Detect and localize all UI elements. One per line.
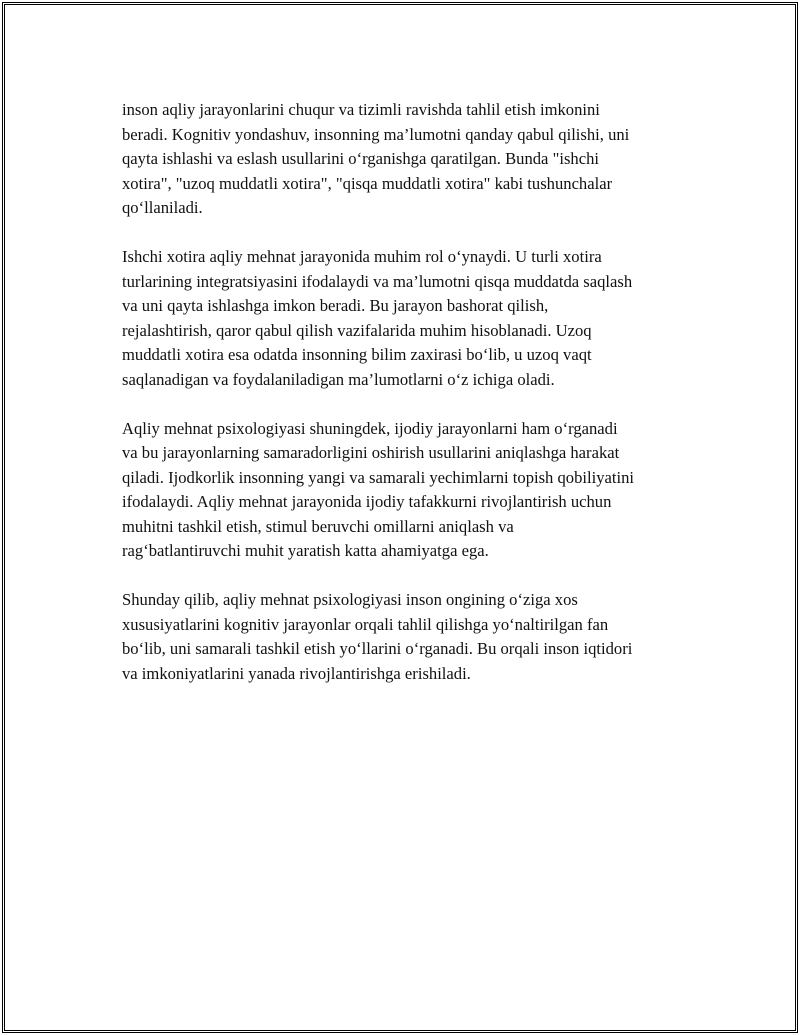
text-line: qo‘llaniladi. — [122, 198, 203, 217]
text-line: xususiyatlarini kognitiv jarayonlar orqali tahlil qilishga yo‘naltirilgan fan — [122, 614, 609, 634]
text-line: rag‘batlantiruvchi muhit yaratish katta ahamiyatga ega. — [122, 541, 489, 560]
paragraph-4 — [122, 588, 697, 686]
text-line: va bu jarayonlarning samaradorligini oshirish usullarini aniqlashga harakat — [122, 443, 620, 462]
text-line: rejalashtirish, qaror qabul qilish vazifalarida muhim hisoblanadi. Uzoq — [122, 320, 592, 340]
text-line: Ishchi xotira aqliy mehnat jarayonida muhim rol o‘ynaydi. U turli xotira — [122, 247, 602, 266]
text-line: qiladi. Ijodkorlik insonning yangi va samarali yechimlarni topish qobiliyatini — [122, 467, 635, 487]
text-line: va uni qayta ishlashga imkon beradi. Bu jarayon bashorat qilish, — [122, 296, 549, 315]
text-line: Shunday qilib, aqliy mehnat psixologiyasi inson ongining o‘ziga xos — [122, 590, 578, 609]
text-line: xotira", "uzoq muddatli xotira", "qisqa muddatli xotira" kabi tushunchalar — [122, 173, 613, 193]
text-line: qayta ishlashi va eslash usullarini o‘rganishga qaratilgan. Bunda "ishchi — [122, 149, 599, 168]
text-line: turlarining integratsiyasini ifodalaydi va ma’lumotni qisqa muddatda saqlash — [122, 271, 633, 291]
paragraph-3 — [122, 417, 697, 564]
text-line: muddatli xotira esa odatda insonning bilim zaxirasi bo‘lib, u uzoq vaqt — [122, 345, 592, 364]
text-line: va imkoniyatlarini yanada rivojlantirishga erishiladi. — [122, 663, 471, 683]
paragraph-2 — [122, 245, 697, 392]
text-line: Aqliy mehnat psixologiyasi shuningdek, ijodiy jarayonlarni ham o‘rganadi — [122, 418, 618, 438]
text-line: inson aqliy jarayonlarini chuqur va tizimli ravishda tahlil etish imkonini — [122, 100, 600, 119]
document-body — [122, 98, 697, 711]
paragraph-1 — [122, 98, 697, 221]
text-line: saqlanadigan va foydalaniladigan ma’lumotlarni o‘z ichiga oladi. — [122, 369, 555, 389]
text-line: ifodalaydi. Aqliy mehnat jarayonida ijodiy tafakkurni rivojlantirish uchun — [122, 492, 612, 511]
text-line: muhitni tashkil etish, stimul beruvchi omillarni aniqlash va — [122, 516, 514, 536]
text-line: beradi. Kognitiv yondashuv, insonning ma’lumotni qanday qabul qilishi, uni — [122, 124, 630, 144]
text-line: bo‘lib, uni samarali tashkil etish yo‘llarini o‘rganadi. Bu orqali inson iqtidori — [122, 639, 633, 658]
page-border — [2, 2, 798, 1033]
